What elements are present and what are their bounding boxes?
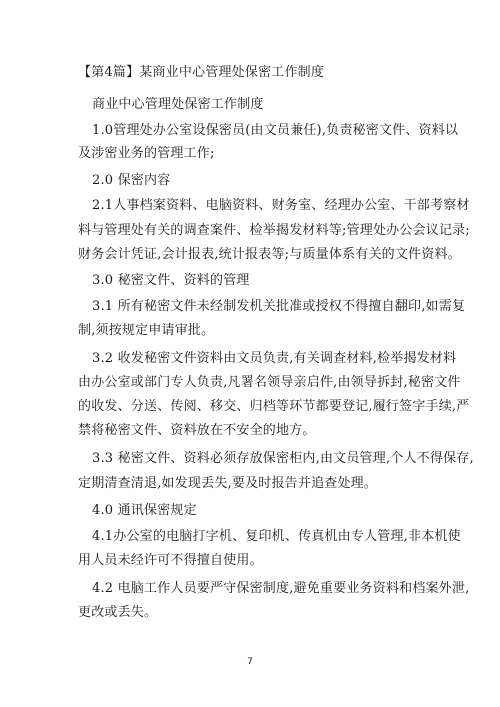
document-subtitle: 商业中心管理处保密工作制度 <box>92 97 264 112</box>
paragraph-line: 由办公室或部门专人负责,凡署名领导亲启件,由领导拆封,秘密文件 <box>78 375 461 390</box>
paragraph-line: 更改或丢失。 <box>78 605 158 620</box>
paragraph-line: 财务会计凭证,会计报表,统计报表等;与质量体系有关的文件资料。 <box>78 247 461 262</box>
paragraph-line: 禁将秘密文件、资料放在不安全的地方。 <box>78 423 316 438</box>
paragraph-line: 3.3 秘密文件、资料必须存放保密柜内,由文员管理,个人不得保存, <box>92 451 474 466</box>
document-title: 【第4篇】某商业中心管理处保密工作制度 <box>78 65 325 80</box>
paragraph-line: 1.0管理处办公室设保密员(由文员兼任),负责秘密文件、资料以 <box>92 123 459 138</box>
paragraph-line: 料与管理处有关的调查案件、检举揭发材料等;管理处办公会议记录; <box>78 223 470 238</box>
page-number: 7 <box>247 657 253 667</box>
section-heading: 3.0 秘密文件、资料的管理 <box>92 273 250 288</box>
paragraph-line: 定期清查清退,如发现丢失,要及时报告并追查处理。 <box>78 476 378 491</box>
section-heading: 2.0 保密内容 <box>92 173 171 188</box>
paragraph-line: 及涉密业务的管理工作; <box>78 146 215 161</box>
paragraph-line: 4.2 电脑工作人员要严守保密制度,避免重要业务资料和档案外泄, <box>92 581 470 596</box>
paragraph-line: 的收发、分送、传阅、移交、归档等环节都要登记,履行签字手续,严 <box>78 399 470 414</box>
section-heading: 4.0 通讯保密规定 <box>92 503 197 518</box>
paragraph-line: 制,须按规定申请审批。 <box>78 323 215 338</box>
paragraph-line: 3.2 收发秘密文件资料由文员负责,有关调查材料,检举揭发材料 <box>92 351 457 366</box>
paragraph-line: 用人员未经许可不得擅自使用。 <box>78 553 263 568</box>
paragraph-line: 2.1人事档案资料、电脑资料、财务室、经理办公室、干部考察材 <box>92 198 470 213</box>
paragraph-line: 4.1办公室的电脑打字机、复印机、传真机由专人管理,非本机使 <box>92 529 461 544</box>
paragraph-line: 3.1 所有秘密文件未经制发机关批准或授权不得擅自翻印,如需复 <box>92 299 466 314</box>
